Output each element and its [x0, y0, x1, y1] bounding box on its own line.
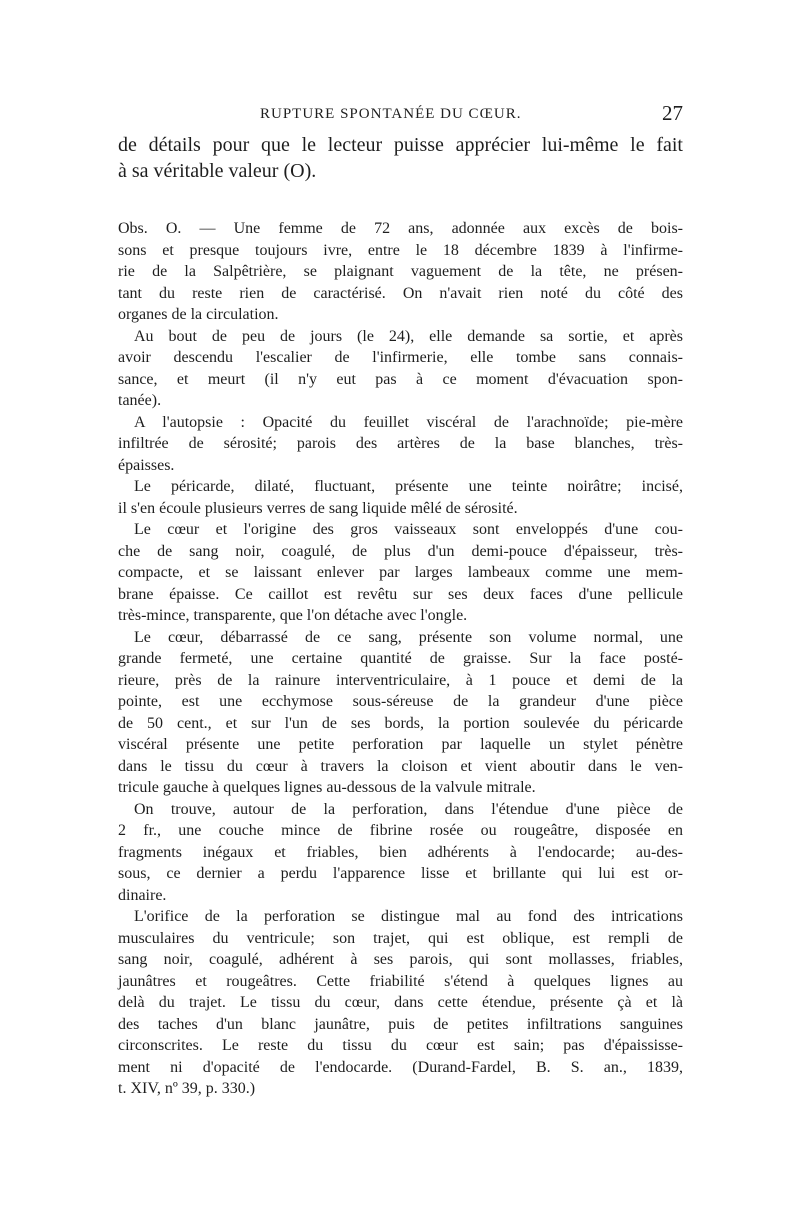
text-line: tant du reste rien de caractérisé. On n'avait rien noté du côté des [118, 284, 683, 302]
text-line: rieure, près de la rainure interventriculaire, à 1 pouce et demi de la [118, 671, 683, 689]
text-line: de détails pour que le lecteur puisse apprécier lui-même le fait [118, 134, 683, 156]
text-line: à sa véritable valeur (O). [118, 160, 317, 182]
text-line: sons et presque toujours ivre, entre le 18 décembre 1839 à l'infirme- [118, 241, 683, 259]
text-line: sance, et meurt (il n'y eut pas à ce moment d'évacuation spon- [118, 370, 683, 388]
text-line: tricule gauche à quelques lignes au-dessous de la valvule mitrale. [118, 779, 536, 796]
text-line: delà du trajet. Le tissu du cœur, dans cette étendue, présente çà et là [118, 994, 683, 1011]
running-title: RUPTURE SPONTANÉE DU CŒUR. [260, 106, 522, 122]
text-line: très-mince, transparente, que l'on détache avec l'ongle. [118, 607, 468, 624]
text-line: dinaire. [118, 886, 167, 904]
text-line: L'orifice de la perforation se distingue mal au fond des intrications [134, 908, 683, 925]
text-line: compacte, et se laissant enlever par larges lambeaux comme une mem- [118, 564, 683, 581]
text-line: 2 fr., une couche mince de fibrine rosée ou rougeâtre, disposée en [118, 822, 683, 839]
text-line: viscéral présente une petite perforation par laquelle un stylet pénètre [118, 736, 683, 753]
observation-heading-line: Obs. O. — Une femme de 72 ans, adonnée aux excès de bois- [118, 220, 683, 237]
text-line: brane épaisse. Ce caillot est revêtu sur ses deux faces d'une pellicule [118, 585, 683, 603]
text-line: Au bout de peu de jours (le 24), elle demande sa sortie, et après [134, 327, 683, 345]
text-line: sous, ce dernier a perdu l'apparence lisse et brillante qui lui est or- [118, 865, 683, 882]
text-line: Le cœur et l'origine des gros vaisseaux sont enveloppés d'une cou- [134, 521, 683, 538]
text-line: rie de la Salpêtrière, se plaignant vaguement de la tête, ne présen- [118, 263, 683, 280]
text-line: de 50 cent., et sur l'un de ses bords, la portion soulevée du péricarde [118, 714, 683, 732]
text-line: fragments inégaux et friables, bien adhérents à l'endocarde; au-des- [118, 843, 683, 861]
text-line: t. XIV, nº 39, p. 330.) [118, 1080, 256, 1097]
text-line: grande fermeté, une certaine quantité de graisse. Sur la face posté- [118, 650, 683, 667]
body-text [118, 132, 683, 1100]
text-line: musculaires du ventricule; son trajet, qui est oblique, est rempli de [118, 929, 683, 947]
text-line: dans le tissu du cœur à travers la cloison et vient aboutir dans le ven- [118, 757, 683, 775]
text-line: sang noir, coagulé, adhérent à ses parois, qui sont mollasses, friables, [118, 951, 683, 968]
text-line: épaisses. [118, 456, 175, 474]
text-line: organes de la circulation. [118, 306, 279, 323]
text-line: infiltrée de sérosité; parois des artères de la base blanches, très- [118, 435, 683, 452]
text-line: circonscrites. Le reste du tissu du cœur est sain; pas d'épaississe- [118, 1037, 683, 1054]
text-line: A l'autopsie : Opacité du feuillet viscéral de l'arachnoïde; pie-mère [134, 413, 683, 431]
text-line: tanée). [118, 392, 162, 409]
text-line: des taches d'un blanc jaunâtre, puis de petites infiltrations sanguines [118, 1015, 683, 1033]
text-line: Le cœur, débarrassé de ce sang, présente son volume normal, une [134, 628, 683, 646]
text-line: il s'en écoule plusieurs verres de sang liquide mêlé de sérosité. [118, 499, 518, 517]
paragraph-gap [118, 184, 683, 218]
text-line: ment ni d'opacité de l'endocarde. (Durand-Fardel, B. S. an., 1839, [118, 1058, 683, 1076]
text-line: pointe, est une ecchymose sous-séreuse de la grandeur d'une pièce [118, 693, 683, 710]
text-line: On trouve, autour de la perforation, dans l'étendue d'une pièce de [134, 800, 683, 818]
page-number: 27 [662, 101, 683, 125]
text-line: avoir descendu l'escalier de l'infirmerie, elle tombe sans connais- [118, 349, 683, 366]
text-line: che de sang noir, coagulé, de plus d'un demi-pouce d'épaisseur, très- [118, 542, 683, 560]
page-header [118, 101, 683, 129]
text-line: Le péricarde, dilaté, fluctuant, présente une teinte noirâtre; incisé, [134, 478, 683, 495]
text-line: jaunâtres et rougeâtres. Cette friabilité s'étend à quelques lignes au [118, 972, 683, 990]
